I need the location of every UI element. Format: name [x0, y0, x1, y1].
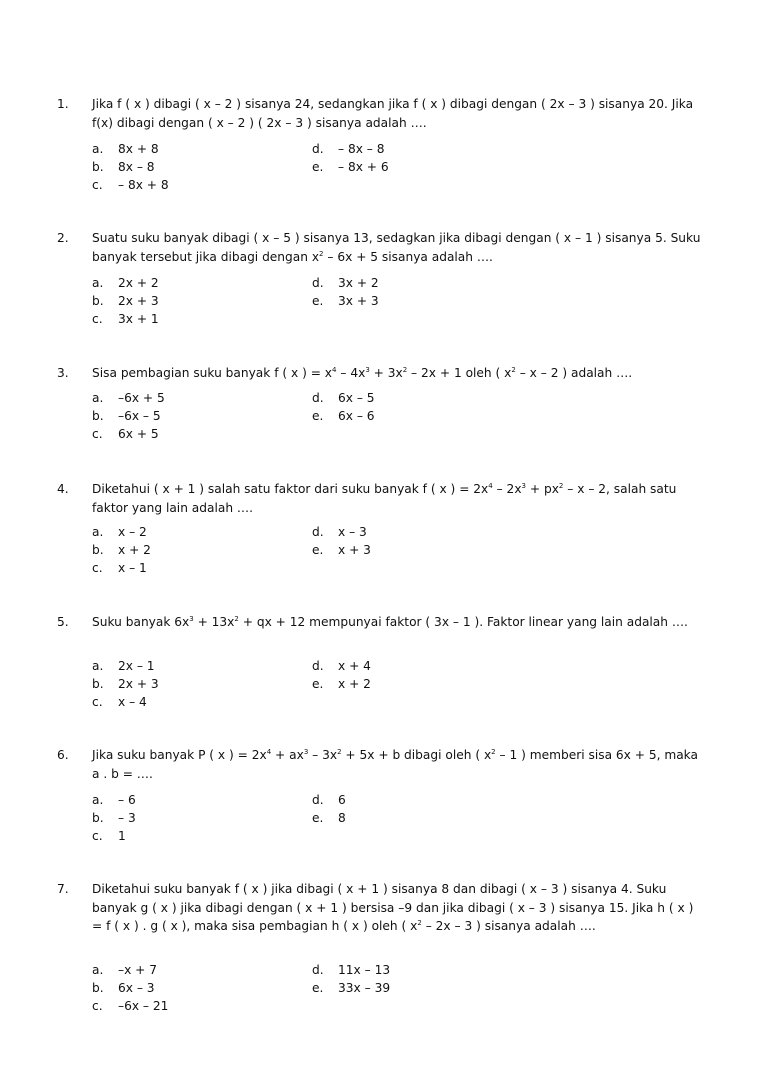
option-d: d. 6x – 5 — [312, 391, 375, 405]
option-e: e. 3x + 3 — [312, 294, 379, 308]
option-b: b. x + 2 — [92, 543, 151, 557]
question-text: Suku banyak $6x^3 + 13x^2$ + qx + 12 mempunyai faktor ( 3x – 1 ). Faktor linear yang lain adalah …. — [92, 615, 688, 629]
option-a: a. –6x + 5 — [92, 391, 165, 405]
option-c: c. 1 — [92, 829, 126, 843]
question-number: 7. — [57, 882, 69, 896]
option-a: a. 2x – 1 — [92, 659, 155, 673]
option-d: d. x + 4 — [312, 659, 371, 673]
option-c: c. x – 1 — [92, 561, 147, 575]
question-text: Jika f ( x ) dibagi ( x – 2 ) sisanya 24, sedangkan jika f ( x ) dibagi dengan ( 2x – 3 ) sisanya 20. Jika f(x) dibagi dengan ( x – 2 ) ( 2x – 3 ) sisanya adalah …. — [92, 97, 694, 130]
question-number: 3. — [57, 366, 69, 380]
option-e: e. – 8x + 6 — [312, 160, 389, 174]
question-number: 2. — [57, 231, 69, 245]
option-b: b. 2x + 3 — [92, 677, 159, 691]
question-text: Diketahui suku banyak f ( x ) jika dibagi ( x + 1 ) sisanya 8 dan dibagi ( x – 3 ) sisanya 4. Suku banyak g ( x ) jika dibagi dengan ( x + 1 ) bersisa –9 dan jika dibagi ( x – 3 ) sisanya 15. Jika h ( x ) = f ( x ) . g ( x ), maka sisa pembagian h ( x ) oleh ( $x^2 - 2x - 3$ ) sisanya adalah …. — [92, 882, 694, 933]
option-c: c. – 8x + 8 — [92, 178, 169, 192]
option-e: e. x + 3 — [312, 543, 371, 557]
option-b: b. –6x – 5 — [92, 409, 161, 423]
option-c: c. 3x + 1 — [92, 312, 159, 326]
option-b: b. – 3 — [92, 811, 136, 825]
question-number: 5. — [57, 615, 69, 629]
option-d: d. 6 — [312, 793, 346, 807]
option-a: a. 2x + 2 — [92, 276, 159, 290]
option-c: c. x – 4 — [92, 695, 147, 709]
option-e: e. x + 2 — [312, 677, 371, 691]
question-number: 1. — [57, 97, 69, 111]
option-c: c. 6x + 5 — [92, 427, 159, 441]
option-b: b. 8x – 8 — [92, 160, 155, 174]
question-text: Diketahui ( x + 1 ) salah satu faktor dari suku banyak f ( x ) = $2x^4 - 2x^3 + px^2 - x - 2$, salah satu faktor yang lain adalah …. — [92, 482, 677, 515]
option-c: c. –6x – 21 — [92, 999, 169, 1013]
option-e: e. 33x – 39 — [312, 981, 391, 995]
option-e: e. 6x – 6 — [312, 409, 375, 423]
option-d: d. 3x + 2 — [312, 276, 379, 290]
option-a: a. –x + 7 — [92, 963, 158, 977]
option-b: b. 6x – 3 — [92, 981, 155, 995]
question-number: 6. — [57, 748, 69, 762]
question-text: Sisa pembagian suku banyak f ( x ) = $x^4 - 4x^3 + 3x^2 - 2x + 1$ oleh ( $x^2$ – x – 2 ) adalah …. — [92, 366, 633, 380]
question-number: 4. — [57, 482, 69, 496]
question-text: Suatu suku banyak dibagi ( x – 5 ) sisanya 13, sedagkan jika dibagi dengan ( x – 1 ) sisanya 5. Suku banyak tersebut jika dibagi dengan $x^2 - 6x + 5$ sisanya adalah …. — [92, 231, 701, 264]
option-e: e. 8 — [312, 811, 346, 825]
option-b: b. 2x + 3 — [92, 294, 159, 308]
option-d: d. 11x – 13 — [312, 963, 391, 977]
option-d: d. – 8x – 8 — [312, 142, 385, 156]
question-text: Jika suku banyak P ( x ) = $2x^4 + ax^3 - 3x^2 + 5x + b$ dibagi oleh ( $x^2 - 1$ ) memberi sisa 6x + 5, maka a . b = …. — [92, 748, 698, 781]
option-d: d. x – 3 — [312, 525, 367, 539]
option-a: a. x – 2 — [92, 525, 147, 539]
option-a: a. 8x + 8 — [92, 142, 159, 156]
option-a: a. – 6 — [92, 793, 136, 807]
